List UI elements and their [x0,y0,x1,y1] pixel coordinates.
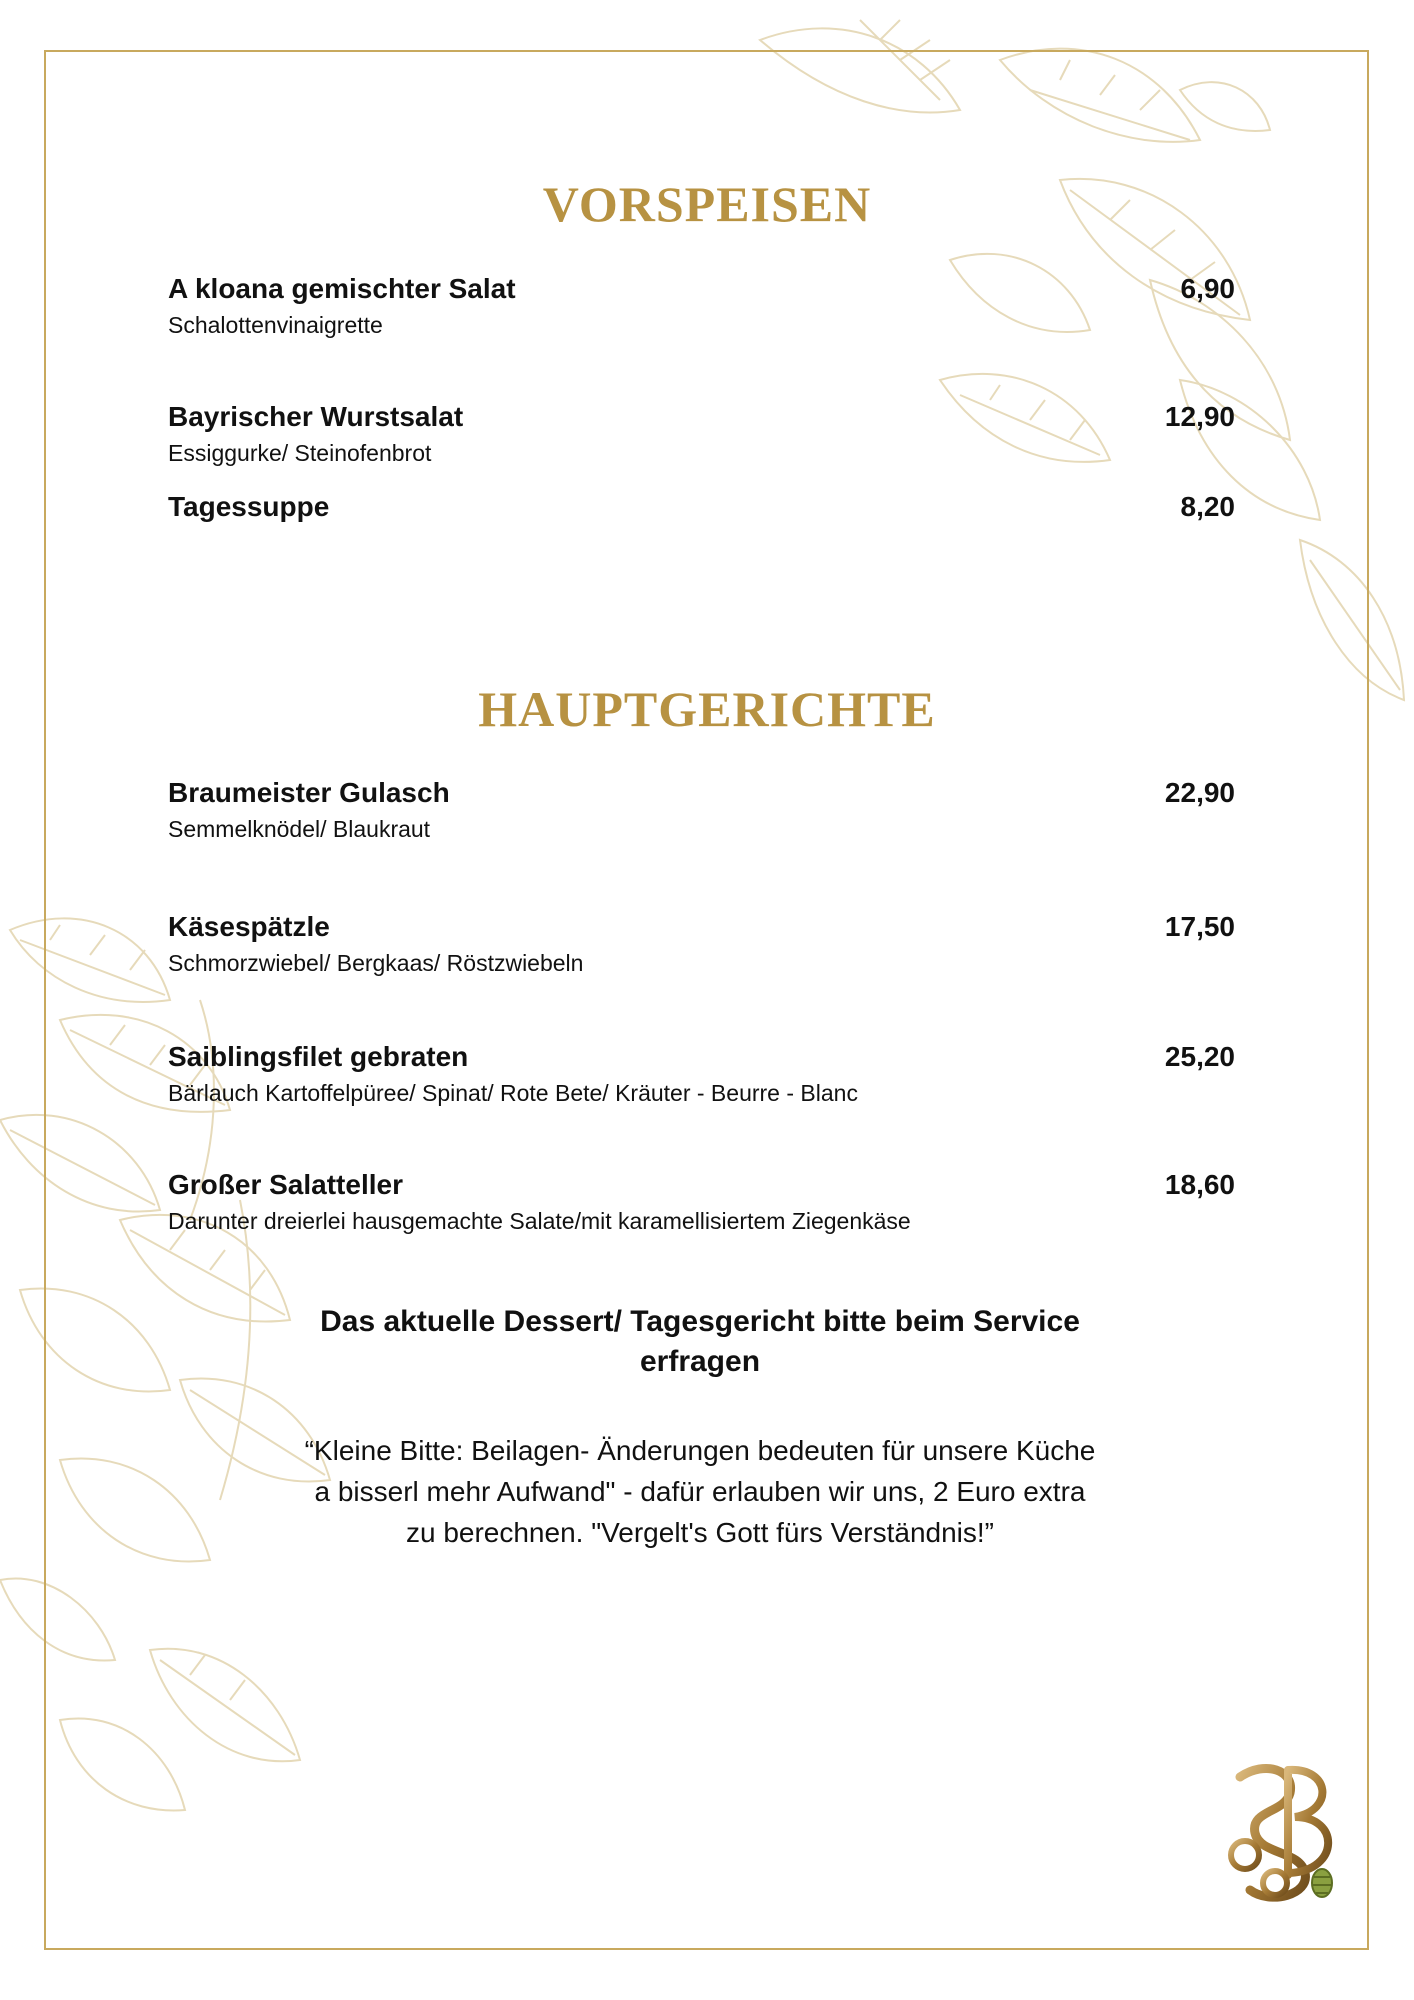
item-price: 22,90 [1164,777,1235,808]
item-description: Schmorzwiebel/ Bergkaas/ Röstzwiebeln [168,950,584,976]
menu-item-saiblingsfilet [168,1040,1235,1108]
item-description: Schalottenvinaigrette [168,312,383,338]
section-title-hauptgerichte: HAUPTGERICHTE [478,681,936,737]
item-name: Käsespätzle [168,911,330,942]
item-description: Bärlauch Kartoffelpüree/ Spinat/ Rote Bete/ Kräuter - Beurre - Blanc [168,1080,858,1106]
remark-line: a bisserl mehr Aufwand" - dafür erlauben wir uns, 2 Euro extra [314,1476,1086,1507]
item-description: Essiggurke/ Steinofenbrot [168,440,432,466]
item-price: 8,20 [1180,491,1235,522]
remark-line: zu berechnen. "Vergelt's Gott fürs Verständnis!” [405,1517,995,1548]
item-name: Großer Salatteller [168,1169,403,1200]
menu-item-tagessuppe [168,490,1235,524]
notice-line: erfragen [639,1345,761,1378]
item-price: 6,90 [1180,273,1235,304]
dessert-notice [190,1302,1210,1382]
item-name: Braumeister Gulasch [168,777,450,808]
menu-item-wurstsalat [168,400,1235,468]
hop-monogram-logo-icon [1210,1755,1350,1915]
item-name: A kloana gemischter Salat [168,273,516,304]
remark-line: “Kleine Bitte: Beilagen- Änderungen bedeuten für unsere Küche [304,1435,1096,1466]
item-price: 18,60 [1164,1169,1235,1200]
side-dish-remark [150,1430,1250,1553]
notice-line: Das aktuelle Dessert/ Tagesgericht bitte beim Service [320,1305,1080,1338]
item-name: Bayrischer Wurstsalat [168,401,464,432]
section-title-vorspeisen: VORSPEISEN [542,176,872,232]
item-name: Saiblingsfilet gebraten [168,1041,469,1072]
item-description: Darunter dreierlei hausgemachte Salate/mit karamellisiertem Ziegenkäse [168,1208,911,1234]
menu-item-kaesespaetzle [168,910,1235,978]
item-name: Tagessuppe [168,491,330,522]
menu-item-kloana-salat [168,272,1235,340]
menu-item-gulasch [168,776,1235,844]
item-price: 25,20 [1164,1041,1235,1072]
menu-item-salatteller [168,1168,1235,1236]
item-description: Semmelknödel/ Blaukraut [168,816,431,842]
item-price: 17,50 [1164,911,1235,942]
item-price: 12,90 [1164,401,1235,432]
